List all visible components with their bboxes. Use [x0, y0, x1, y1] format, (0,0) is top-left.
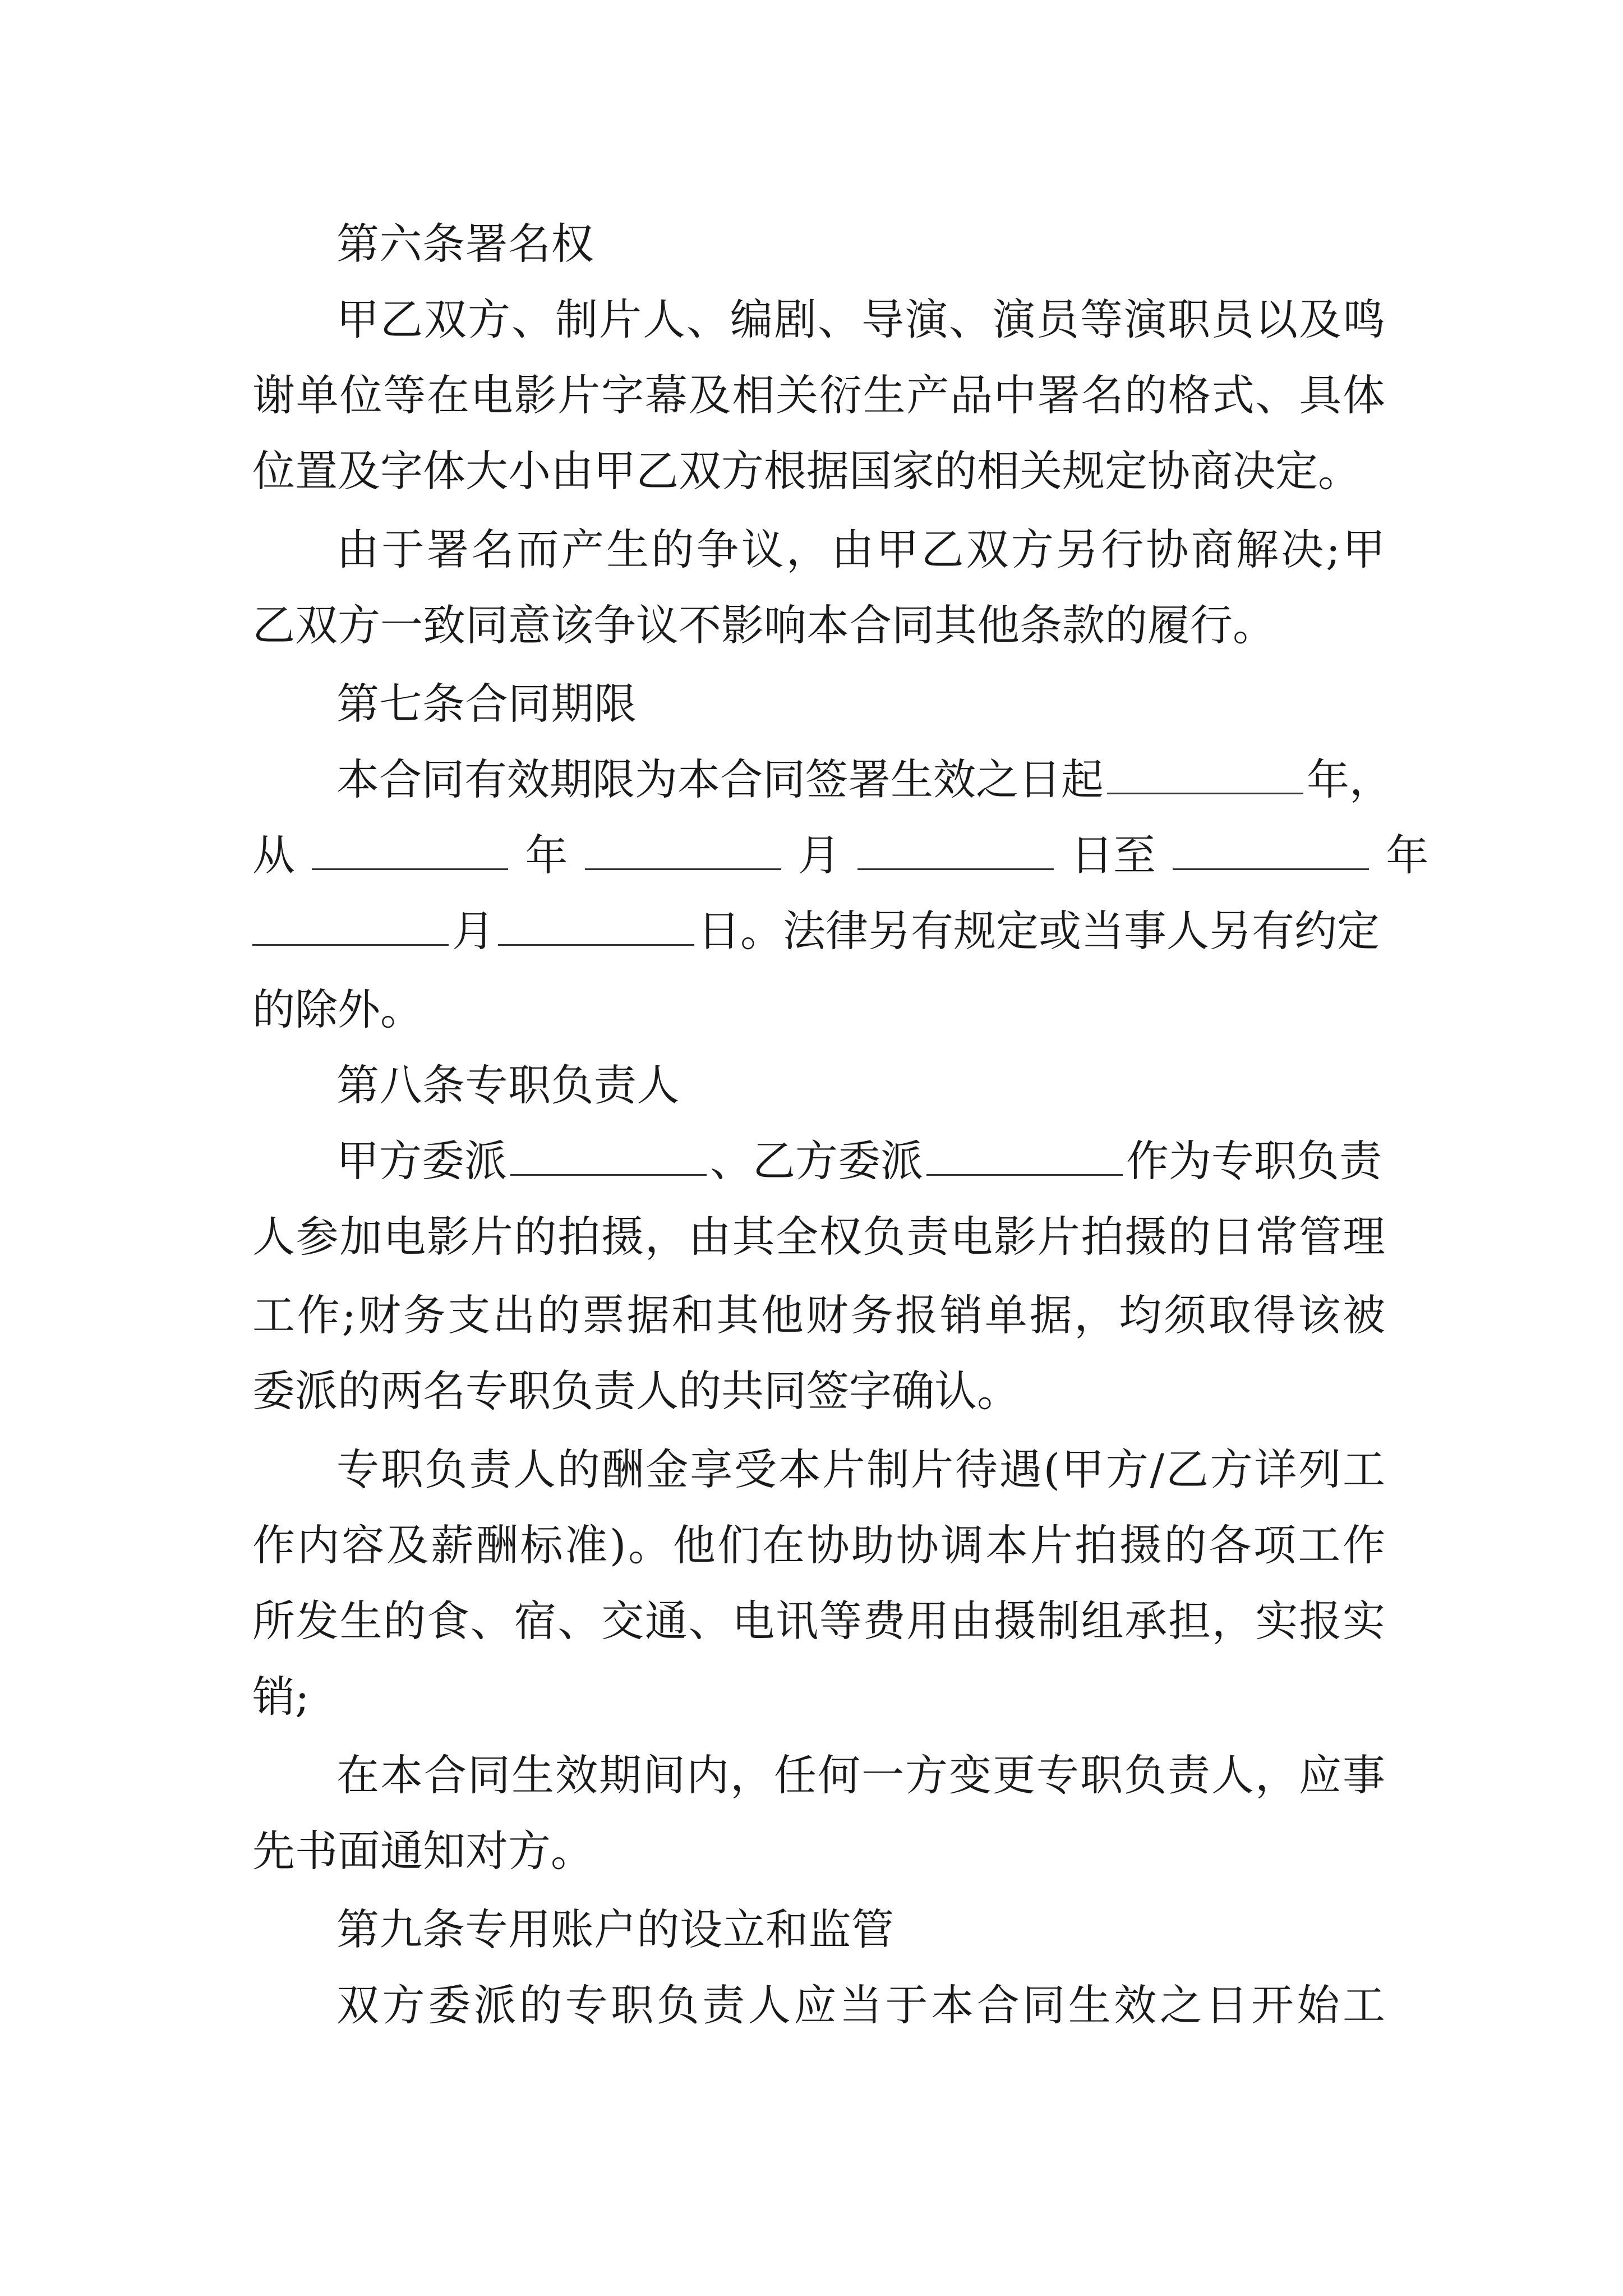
- article8-paragraph1-line1: [336, 1122, 1385, 1200]
- article8-paragraph3-line2: 先书面通知对方。: [252, 1826, 593, 1876]
- blank-field-start-day[interactable]: [857, 835, 1054, 870]
- blank-field-end-year[interactable]: [1173, 835, 1369, 870]
- article8-paragraph2-line2: 作内容及薪酬标准)。他们在协助协调本片拍摄的各项工作: [252, 1520, 1385, 1570]
- article7-line3-text: 日。法律另有规定或当事人另有约定: [698, 906, 1380, 956]
- text-month: 月: [797, 830, 841, 880]
- text-from: 从: [252, 830, 295, 880]
- blank-field-start-year[interactable]: [312, 835, 508, 870]
- article7-line1-suffix: 年，: [1307, 754, 1392, 804]
- blank-field-party-a-rep[interactable]: [510, 1140, 707, 1176]
- blank-field-years[interactable]: [1107, 759, 1303, 794]
- article9-paragraph1-line1: 双方委派的专职负责人应当于本合同生效之日开始工: [336, 1980, 1385, 2030]
- article8-paragraph2-line1: 专职负责人的酬金享受本片制片待遇(甲方/乙方详列工: [336, 1444, 1385, 1494]
- article6-paragraph1-line1: 甲乙双方、制片人、编剧、导演、演员等演职员以及鸣: [336, 295, 1385, 344]
- blank-field-party-b-rep[interactable]: [926, 1140, 1123, 1176]
- article6-paragraph1-line2: 谢单位等在电影片字幕及相关衍生产品中署名的格式、具体: [252, 370, 1385, 420]
- text-party-b-assigns: 、乙方委派: [710, 1136, 923, 1186]
- article7-line1: [336, 740, 1392, 819]
- article8-heading: 第八条专职负责人: [336, 1060, 680, 1110]
- article7-line3: [252, 892, 1385, 970]
- text-party-a-assigns: 甲方委派: [336, 1136, 507, 1186]
- article7-line4: 的除外。: [252, 984, 423, 1034]
- article6-paragraph1-line3: 位置及字体大小由甲乙双方根据国家的相关规定协商决定。: [252, 446, 1361, 496]
- article9-heading: 第九条专用账户的设立和监管: [336, 1904, 895, 1954]
- text-year: 年: [525, 830, 568, 880]
- article7-line2: [252, 816, 1429, 895]
- blank-field-start-month[interactable]: [585, 835, 781, 870]
- article8-paragraph2-line3: 所发生的食、宿、交通、电讯等费用由摄制组承担，实报实: [252, 1596, 1385, 1646]
- article6-heading: 第六条署名权: [336, 219, 594, 269]
- article8-paragraph3-line1: 在本合同生效期间内，任何一方变更专职负责人，应事: [336, 1750, 1385, 1800]
- text-month-end: 月: [452, 906, 495, 956]
- blank-field-end-day[interactable]: [498, 910, 694, 946]
- article8-paragraph1-line2: 人参加电影片的拍摄，由其全权负责电影片拍摄的日常管理: [252, 1212, 1385, 1262]
- article6-paragraph2-line1: 由于署名而产生的争议，由甲乙双方另行协商解决;甲: [336, 524, 1385, 574]
- article8-paragraph1-line3: 工作;财务支出的票据和其他财务报销单据，均须取得该被: [252, 1290, 1385, 1340]
- text-as-rep: 作为专职负责: [1126, 1136, 1382, 1186]
- article6-paragraph2-line2: 乙双方一致同意该争议不影响本合同其他条款的履行。: [252, 600, 1275, 650]
- blank-field-end-month[interactable]: [252, 910, 449, 946]
- article8-paragraph1-line4: 委派的两名专职负责人的共同签字确认。: [252, 1366, 1020, 1416]
- article7-heading: 第七条合同期限: [336, 679, 637, 729]
- article8-paragraph2-line4: 销;: [252, 1672, 310, 1722]
- text-year-end: 年: [1386, 830, 1429, 880]
- text-day-to: 日至: [1071, 830, 1156, 880]
- article7-line1-text: 本合同有效期限为本合同签署生效之日起: [336, 754, 1104, 804]
